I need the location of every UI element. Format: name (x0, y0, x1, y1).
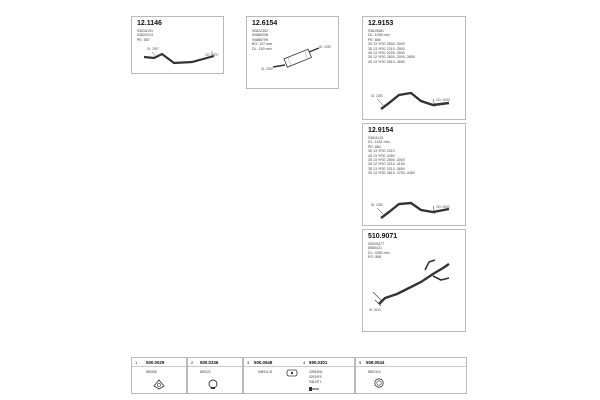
accessory-sub-number: 92934F9 (309, 375, 322, 379)
accessory-sub-number: 859088 (146, 370, 157, 374)
part-number: 12.6154 (252, 20, 278, 27)
accessory-cell-3-4 (243, 357, 355, 394)
detail-line: DL: 3350 mm (368, 250, 390, 255)
detail-line: DL: 1095 mm (368, 33, 390, 38)
part-card-510-9071 (362, 229, 466, 332)
dimension-label: OD: 2997 (205, 53, 219, 57)
accessory-index: 5 (359, 360, 362, 365)
bolt-icon (308, 385, 320, 393)
cell-divider (244, 366, 354, 367)
detail-line: 35 13 YRG 2800..3000 (368, 158, 405, 163)
pipe-drawing (363, 124, 467, 227)
detail-line: 35 12 YRG 3210..4150 (368, 162, 405, 167)
accessory-sub-number: 8592316 (368, 370, 381, 374)
accessory-cell-5 (355, 357, 467, 394)
detail-line: 45 13 YRG 3810..3650 (368, 59, 405, 64)
detail-line: 35 13 YRG 3210..3650 (368, 166, 405, 171)
dimension-label: ID: 5410 (369, 308, 382, 312)
accessory-cell-1 (131, 357, 187, 394)
cell-divider (356, 366, 466, 367)
part-number: 510.9071 (368, 233, 398, 240)
accessory-index: 3 (247, 360, 250, 365)
detail-line: 90886238 (252, 33, 268, 38)
cell-divider (132, 366, 186, 367)
clamp-icon (206, 378, 220, 390)
dimension-label: OD: 2650 (436, 205, 450, 209)
front-pipe-drawing (363, 230, 467, 333)
accessory-index: 2 (191, 360, 194, 365)
detail-line: 35 13 YRG 2800..3000 (368, 42, 405, 47)
rubber-mount-icon (286, 368, 298, 378)
accessory-part-number: 500.0029 (146, 360, 165, 365)
cell-divider (188, 366, 242, 367)
ring-clamp-icon (372, 377, 386, 389)
dimension-label: ID: 2997 (147, 47, 160, 51)
accessory-part-number: 509.0044 (366, 360, 385, 365)
detail-line: 93811115 (368, 136, 384, 140)
detail-line: PE: 857 (137, 37, 150, 42)
accessory-sub-number: 908911-M (258, 370, 273, 374)
dimension-label: ID: 2250 (319, 45, 332, 49)
accessory-index: 4 (303, 360, 306, 365)
part-card-12-9153 (362, 16, 466, 120)
accessory-sub-number: 93819T1 (309, 380, 322, 384)
part-number: 12.1146 (137, 20, 162, 27)
silencer-drawing (247, 17, 340, 90)
dimension-label: ID: 2250 (261, 67, 274, 71)
accessory-sub-number: 02584M4 (309, 370, 323, 374)
detail-line: 35 13 YRG 3210 (368, 149, 395, 154)
detail-line: 9392547T (368, 242, 385, 246)
detail-line: 45 13 YRG 3200..3500 (368, 51, 405, 56)
accessory-sub-number: 859323 (200, 370, 211, 374)
accessory-cell-2 (187, 357, 243, 394)
detail-line: 90822302 (252, 29, 268, 33)
accessory-index: 1 (135, 360, 138, 365)
detail-line: 45 13 YRG 3450 (368, 153, 395, 158)
detail-line: 93810581 (368, 29, 384, 33)
detail-line: 8585421 (368, 246, 382, 251)
detail-line: 93820314 (137, 33, 153, 38)
dimension-label: OD: 2650 (436, 98, 450, 102)
part-number: 12.9153 (368, 20, 394, 27)
detail-line: 35 13 YRG 3810..3750..4450 (368, 171, 415, 176)
part-number: 12.9154 (368, 127, 394, 134)
detail-line: 93816191 (137, 29, 153, 33)
detail-line: 35 12 YRG 2800..3000..3650 (368, 55, 415, 60)
tailpipe-drawing (132, 17, 225, 75)
gasket-icon (152, 378, 166, 390)
accessory-part-number: 590.0301 (309, 360, 328, 365)
detail-line: PE: 880 (368, 144, 381, 149)
accessory-part-number: 500.0548 (254, 360, 273, 365)
dimension-label: ID: 2250 (371, 203, 384, 207)
part-card-12-9154 (362, 123, 466, 226)
part-card-12-6154 (246, 16, 339, 89)
detail-line: 35 13 YRG 2310..3500 (368, 46, 405, 51)
detail-line: DL: 1431 mm (368, 140, 390, 145)
accessory-part-number: 500.0336 (200, 360, 219, 365)
detail-line: BO: 107 mm (252, 42, 273, 47)
part-card-12-1146 (131, 16, 224, 74)
dimension-label: ID: 2250 (371, 94, 384, 98)
detail-line: PO: 808 (368, 255, 382, 260)
detail-line: PE: 880 (368, 37, 381, 42)
detail-line: 90886799 (252, 37, 268, 42)
pipe-drawing (363, 17, 467, 121)
detail-line: DL: 150 mm (252, 46, 272, 51)
